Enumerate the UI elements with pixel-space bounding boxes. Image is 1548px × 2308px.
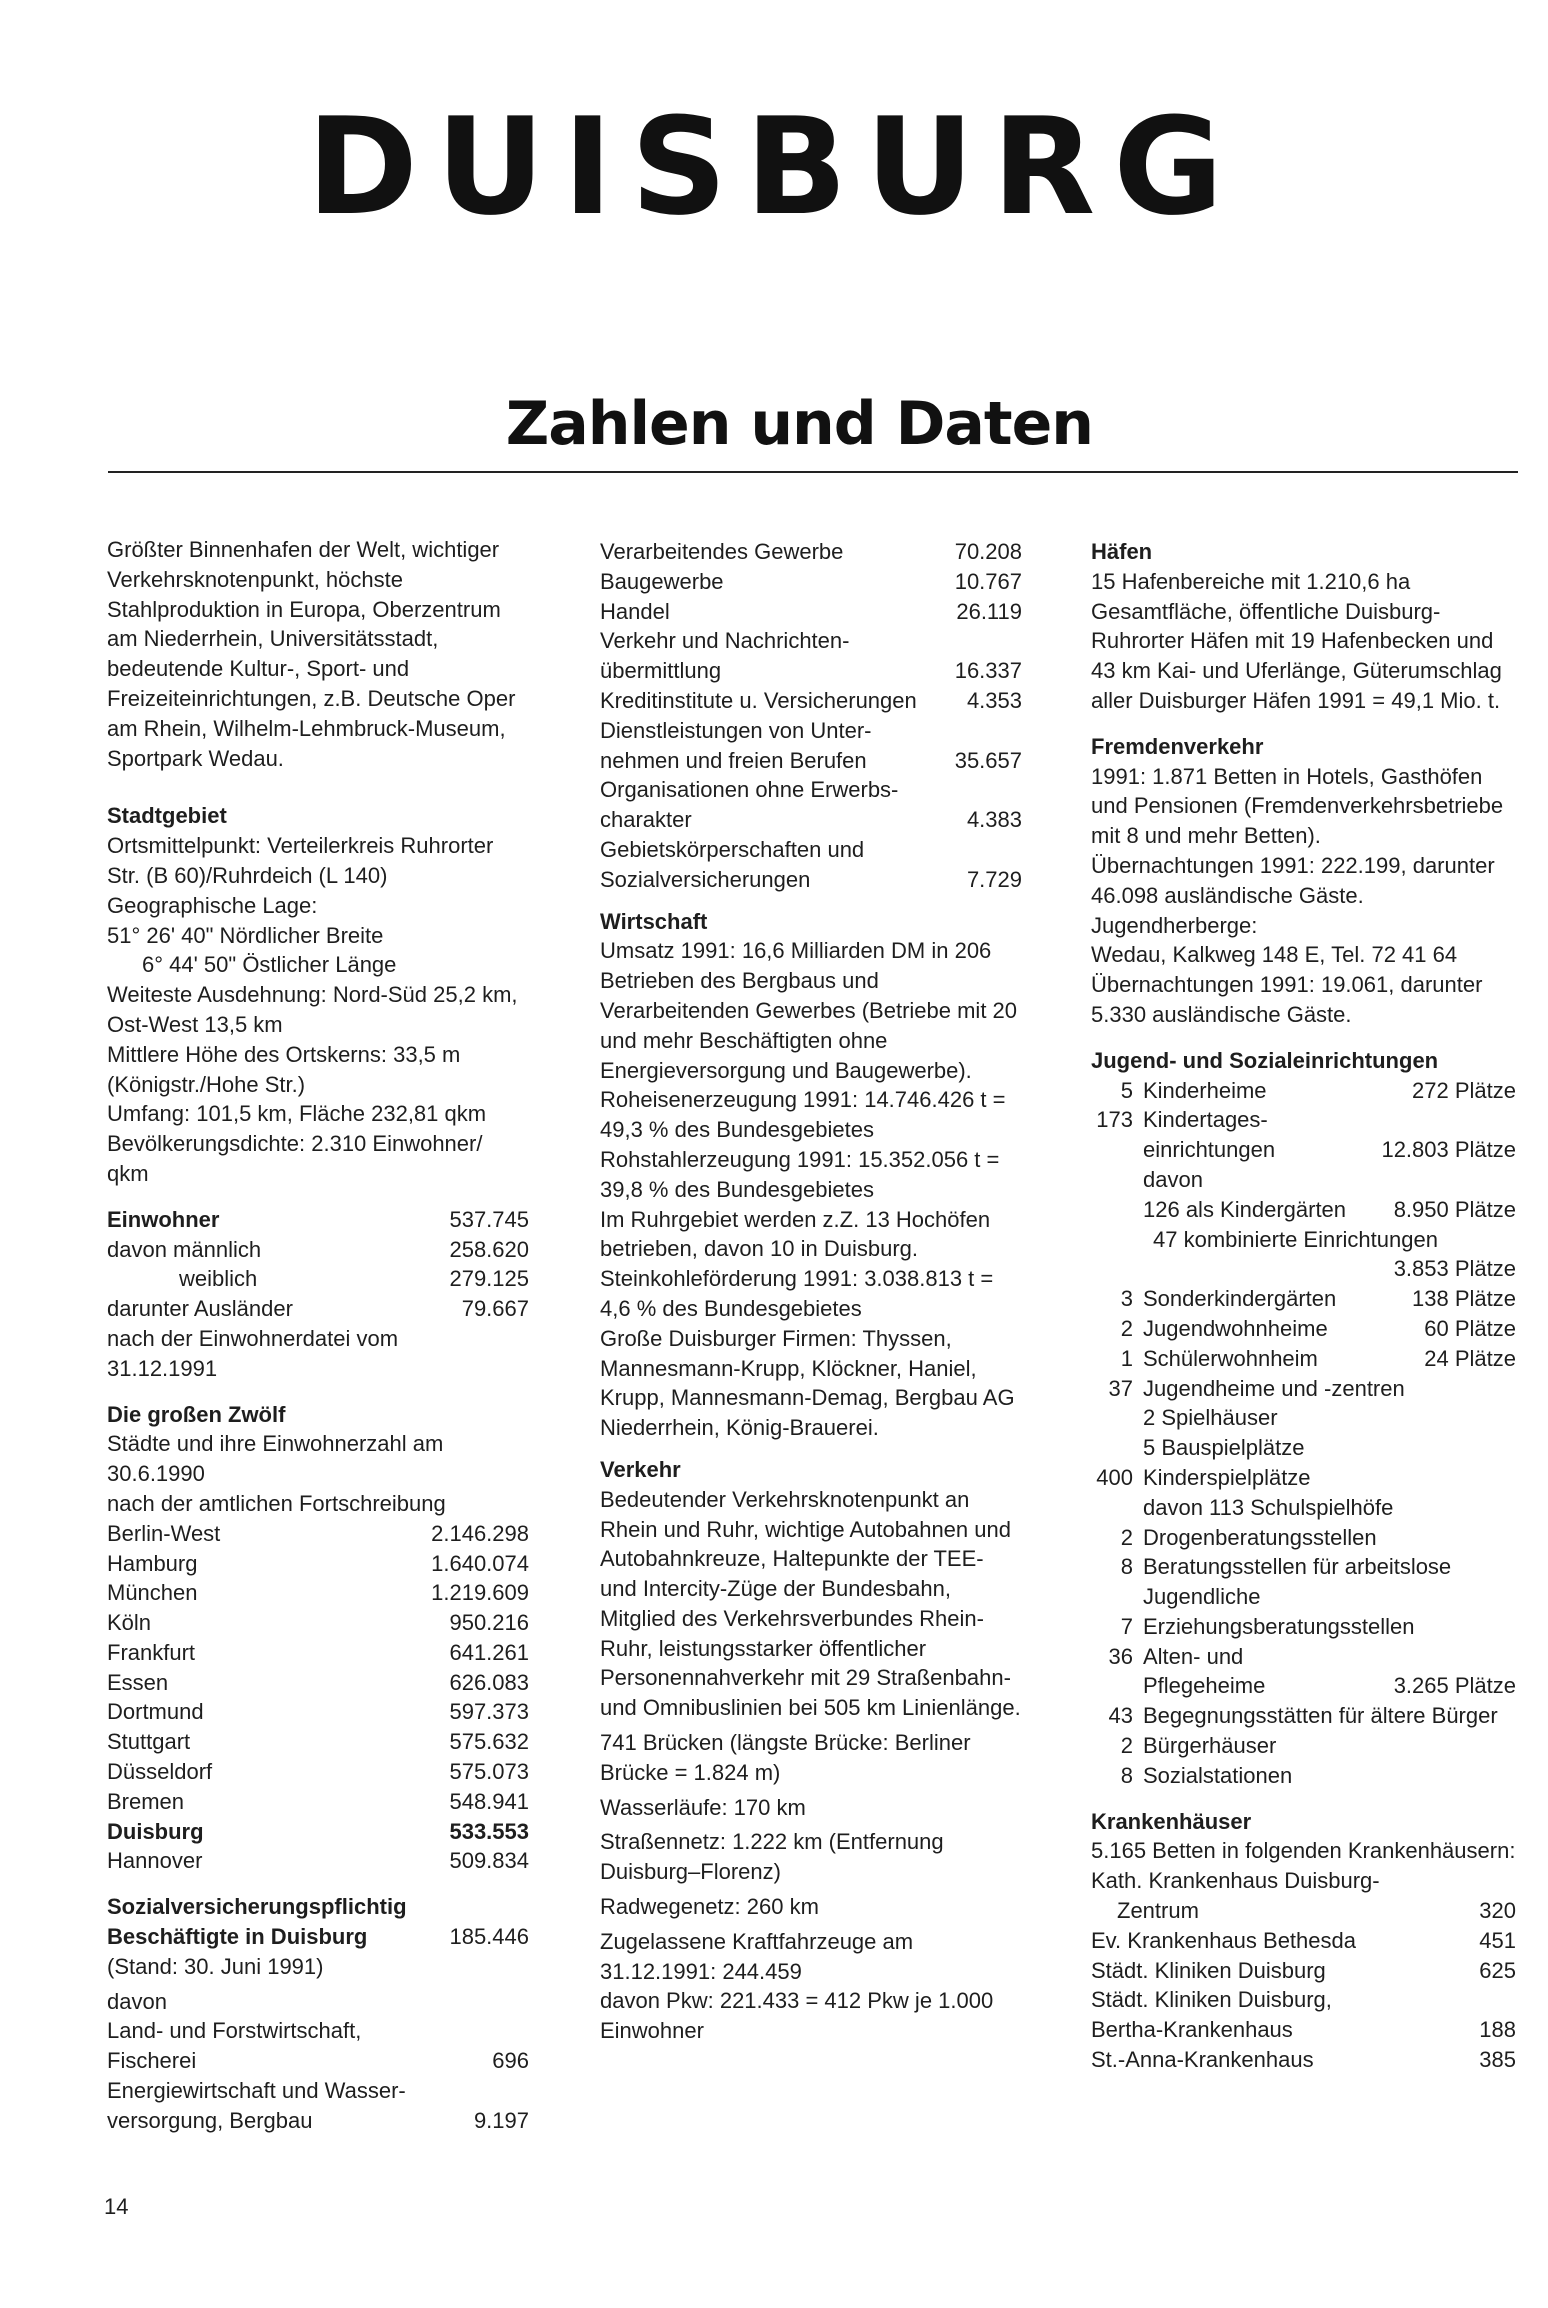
hospital-name: Städt. Kliniken Duisburg, bbox=[1091, 1987, 1332, 2013]
city-name: Stuttgart bbox=[107, 1729, 191, 1755]
sector-label: charakter bbox=[600, 807, 692, 833]
city-row bbox=[107, 1727, 529, 1757]
inst-value: 138 Plätze bbox=[1412, 1286, 1516, 1312]
city-name: Duisburg bbox=[107, 1818, 204, 1844]
city-row bbox=[107, 1608, 529, 1638]
inst-value: 60 Plätze bbox=[1424, 1315, 1516, 1341]
inst-count: 1 bbox=[1120, 1345, 1133, 1371]
sector-row bbox=[600, 865, 1022, 895]
inst-row bbox=[1091, 1701, 1516, 1731]
city-name: Bremen bbox=[107, 1788, 185, 1814]
hospital-beds: 451 bbox=[1479, 1927, 1516, 1953]
sector-row bbox=[600, 686, 1022, 716]
inst-label: Bürgerhäuser bbox=[1143, 1733, 1277, 1759]
hospital-row bbox=[1091, 1926, 1516, 1956]
weiblich-value: 279.125 bbox=[449, 1266, 529, 1292]
city-name: Düsseldorf bbox=[107, 1759, 213, 1785]
beschaeftigte-heading-1: Sozialversicherungspflichtig bbox=[107, 1894, 407, 1920]
inst-count: 43 bbox=[1108, 1703, 1133, 1729]
steinkohlefoerderung: Steinkohleförderung 1991: 3.038.813 t = 4,6 % des Bundesgebietes bbox=[600, 1266, 994, 1321]
inst-row bbox=[1091, 1671, 1516, 1701]
ausdehnung: Weiteste Ausdehnung: Nord-Süd 25,2 km, Ost-West 13,5 km bbox=[107, 982, 518, 1037]
auslaender-value: 79.667 bbox=[461, 1296, 529, 1322]
sector-label: Organisationen ohne Erwerbs- bbox=[600, 777, 899, 803]
ortsmittelpunkt: Ortsmittelpunkt: Verteilerkreis Ruhrorter Str. (B 60)/Ruhrdeich (L 140) bbox=[107, 833, 494, 888]
sector-value: 10.767 bbox=[954, 568, 1022, 594]
title-rule bbox=[108, 471, 1518, 473]
city-value: 641.261 bbox=[449, 1639, 529, 1665]
inst-value: 24 Plätze bbox=[1424, 1345, 1516, 1371]
pkw: davon Pkw: 221.433 = 412 Pkw je 1.000 Einwohner bbox=[600, 1988, 994, 2044]
hospital-beds: 320 bbox=[1479, 1898, 1516, 1924]
inst-value: 12.803 Plätze bbox=[1381, 1137, 1516, 1163]
city-row bbox=[107, 1519, 529, 1549]
krankenhaeuser-intro: 5.165 Betten in folgenden Krankenhäusern: bbox=[1091, 1838, 1516, 1864]
inst-row bbox=[1091, 1731, 1516, 1761]
energie-value: 9.197 bbox=[473, 2107, 529, 2133]
einwohner-row bbox=[107, 1205, 529, 1235]
city-row bbox=[107, 1697, 529, 1727]
city-name: München bbox=[107, 1580, 198, 1606]
city-value: 575.632 bbox=[449, 1729, 529, 1755]
einwohner-maennlich-row bbox=[107, 1235, 529, 1265]
hospital-row bbox=[1091, 2045, 1516, 2075]
city-row bbox=[107, 1578, 529, 1608]
inst-label: davon 113 Schulspielhöfe bbox=[1143, 1494, 1394, 1520]
city-row bbox=[107, 1668, 529, 1698]
inst-value: 3.853 Plätze bbox=[1393, 1256, 1516, 1282]
inst-row bbox=[1091, 1642, 1516, 1672]
hochoefen: Im Ruhrgebiet werden z.Z. 13 Hochöfen betrieben, davon 10 in Duisburg. bbox=[600, 1206, 991, 1262]
hospital-name: St.-Anna-Krankenhaus bbox=[1091, 2047, 1314, 2073]
sector-label: Handel bbox=[600, 598, 670, 624]
jugendherberge-label: Jugendherberge: bbox=[1091, 912, 1258, 938]
inst-label: Pflegeheime bbox=[1143, 1673, 1266, 1699]
bevoelkerungsdichte: Bevölkerungsdichte: 2.310 Einwohner/ qkm bbox=[107, 1131, 483, 1186]
landwirtschaft-label-2: Fischerei bbox=[107, 2048, 197, 2074]
inst-row bbox=[1091, 1284, 1516, 1314]
city-name: Berlin-West bbox=[107, 1520, 221, 1546]
kraftfahrzeuge: Zugelassene Kraftfahrzeuge am 31.12.1991: 244.459 bbox=[600, 1928, 914, 1984]
beschaeftigte-stand: (Stand: 30. Juni 1991) bbox=[107, 1953, 324, 1979]
city-name: Köln bbox=[107, 1610, 152, 1636]
page-number: 14 bbox=[104, 2194, 129, 2219]
inst-count: 2 bbox=[1120, 1524, 1133, 1550]
city-row bbox=[107, 1846, 529, 1876]
jugend-heading: Jugend- und Sozialeinrichtungen bbox=[1091, 1047, 1439, 1073]
lage-breite: 51° 26' 40" Nördlicher Breite bbox=[107, 922, 384, 948]
strassennetz: Straßennetz: 1.222 km (Entfernung Duisburg–Florenz) bbox=[600, 1829, 944, 1885]
sector-label: Verarbeitendes Gewerbe bbox=[600, 539, 844, 564]
sector-value: 26.119 bbox=[956, 598, 1022, 624]
stadtgebiet-heading: Stadtgebiet bbox=[107, 803, 227, 829]
hospital-row bbox=[1091, 2015, 1516, 2045]
inst-row bbox=[1091, 1135, 1516, 1165]
fremdenverkehr-uebernachtungen: Übernachtungen 1991: 222.199, darunter 46.098 ausländische Gäste. bbox=[1091, 852, 1495, 908]
sector-row bbox=[600, 597, 1022, 627]
inst-row bbox=[1091, 1463, 1516, 1493]
inst-count: 37 bbox=[1108, 1375, 1133, 1401]
column-1 bbox=[107, 535, 529, 2136]
energie-row bbox=[107, 2106, 529, 2136]
inst-label: Schülerwohnheim bbox=[1143, 1345, 1318, 1371]
energie-label-1: Energiewirtschaft und Wasser- bbox=[107, 2078, 406, 2104]
inst-label: Erziehungsberatungsstellen bbox=[1143, 1613, 1415, 1639]
sector-label: nehmen und freien Berufen bbox=[600, 747, 867, 773]
city-value: 597.373 bbox=[449, 1699, 529, 1725]
inst-row bbox=[1091, 1195, 1516, 1225]
city-list bbox=[107, 1519, 529, 1877]
grosse-firmen: Große Duisburger Firmen: Thyssen, Mannesmann-Krupp, Klöckner, Haniel, Krupp, Mannesmann-Demag, Bergbau AG Niederrhein, König-Brauerei. bbox=[600, 1325, 1015, 1441]
inst-count: 3 bbox=[1120, 1286, 1133, 1312]
inst-label: Kinderheime bbox=[1143, 1077, 1267, 1103]
ortskern-hoehe: Mittlere Höhe des Ortskerns: 33,5 m (Königstr./Hohe Str.) bbox=[107, 1041, 461, 1097]
wirtschaft-heading: Wirtschaft bbox=[600, 908, 708, 934]
city-name: Hannover bbox=[107, 1848, 203, 1874]
inst-count: 7 bbox=[1120, 1613, 1133, 1639]
landwirtschaft-label-1: Land- und Forstwirtschaft, bbox=[107, 2018, 362, 2044]
inst-count: 36 bbox=[1108, 1643, 1133, 1669]
sector-row bbox=[600, 656, 1022, 686]
wirtschaft-umsatz: Umsatz 1991: 16,6 Milliarden DM in 206 Betrieben des Bergbaus und Verarbeitenden Gewerbes (Betriebe mit 20 und mehr Beschäftigten ohne Energieversorgung und Baugewerbe). bbox=[600, 938, 1018, 1083]
inst-label: Beratungsstellen für arbeitslose Jugendliche bbox=[1143, 1554, 1452, 1610]
inst-label: 126 als Kindergärten bbox=[1143, 1196, 1347, 1222]
page-subtitle: Zahlen und Daten bbox=[505, 389, 1093, 459]
hospital-beds: 625 bbox=[1479, 1957, 1516, 1983]
beschaeftigte-heading-row bbox=[107, 1922, 529, 1952]
hospital-name: Bertha-Krankenhaus bbox=[1091, 2017, 1293, 2043]
jugendherberge-text: Wedau, Kalkweg 148 E, Tel. 72 41 64 Übernachtungen 1991: 19.061, darunter 5.330 ausländische Gäste. bbox=[1091, 942, 1483, 1027]
verkehr-text: Bedeutender Verkehrsknotenpunkt an Rhein und Ruhr, wichtige Autobahnen und Autobahnkreuze, Haltepunkte der TEE- und Intercity-Züge der Bundesbahn, Mitglied des Verkehrsverbundes Rhein-Ruhr, leistungsstarker öffentlicher Personennahverkehr mit 29 Straßenbahn- und Omnibuslinien bei 505 km Linienlänge. bbox=[600, 1486, 1021, 1721]
radwegenetz: Radwegenetz: 260 km bbox=[600, 1894, 819, 1920]
sector-row bbox=[600, 746, 1022, 776]
inst-label: Jugendwohnheime bbox=[1143, 1315, 1328, 1341]
inst-row bbox=[1091, 1076, 1516, 1106]
sector-value: 70.208 bbox=[954, 539, 1022, 564]
inst-row bbox=[1091, 1374, 1516, 1404]
city-value: 548.941 bbox=[449, 1788, 529, 1814]
inst-row bbox=[1091, 1612, 1516, 1642]
beschaeftigte-heading-2: Beschäftigte in Duisburg bbox=[107, 1924, 368, 1950]
hospital-row bbox=[1091, 1896, 1516, 1926]
city-name: Hamburg bbox=[107, 1550, 198, 1576]
sector-label: Kreditinstitute u. Versicherungen bbox=[600, 687, 917, 713]
maennlich-label: davon männlich bbox=[107, 1236, 262, 1262]
landwirtschaft-value: 696 bbox=[492, 2048, 529, 2074]
hospital-beds: 385 bbox=[1479, 2047, 1516, 2073]
city-value: 509.834 bbox=[449, 1848, 529, 1874]
city-row bbox=[107, 1638, 529, 1668]
inst-row bbox=[1091, 1314, 1516, 1344]
sector-row bbox=[600, 567, 1022, 597]
sector-value: 4.383 bbox=[966, 807, 1022, 833]
inst-label: 47 kombinierte Einrichtungen bbox=[1153, 1226, 1438, 1252]
beschaeftigte-davon: davon bbox=[107, 1988, 167, 2014]
sector-value: 16.337 bbox=[954, 658, 1022, 684]
zwoelf-note-1: Städte und ihre Einwohnerzahl am 30.6.1990 bbox=[107, 1431, 444, 1487]
bruecken: 741 Brücken (längste Brücke: Berliner Brücke = 1.824 m) bbox=[600, 1730, 971, 1785]
sector-label: Verkehr und Nachrichten- bbox=[600, 628, 850, 654]
inst-count: 400 bbox=[1096, 1464, 1133, 1490]
sector-row bbox=[600, 537, 1022, 567]
sector-value: 7.729 bbox=[966, 866, 1022, 892]
lage-laenge: 6° 44' 50" Östlicher Länge bbox=[142, 952, 397, 978]
inst-label: 2 Spielhäuser bbox=[1143, 1405, 1278, 1431]
city-value: 1.219.609 bbox=[431, 1580, 529, 1606]
sector-label: übermittlung bbox=[600, 658, 722, 684]
city-name: Frankfurt bbox=[107, 1639, 196, 1665]
city-name: Essen bbox=[107, 1669, 169, 1695]
inst-row bbox=[1091, 1523, 1516, 1553]
haefen-text: 15 Hafenbereiche mit 1.210,6 ha Gesamtfläche, öffentliche Duisburg-Ruhrorter Häfen mit 19 Hafenbecken und 43 km Kai- und Uferlänge, Güterumschlag aller Duisburger Häfen 1991 = 49,1 Mio. t. bbox=[1091, 568, 1502, 713]
umfang: Umfang: 101,5 km, Fläche 232,81 qkm bbox=[107, 1101, 487, 1127]
einwohner-auslaender-row bbox=[107, 1294, 529, 1324]
inst-count: 5 bbox=[1120, 1077, 1133, 1103]
zwoelf-heading: Die großen Zwölf bbox=[107, 1401, 286, 1427]
sector-value: 4.353 bbox=[966, 687, 1022, 713]
inst-label: Kinderspielplätze bbox=[1143, 1464, 1311, 1490]
roheisenerzeugung: Roheisenerzeugung 1991: 14.746.426 t = 49,3 % des Bundesgebietes bbox=[600, 1087, 1006, 1143]
inst-label: Jugendheime und -zentren bbox=[1143, 1375, 1405, 1401]
inst-row bbox=[1091, 1761, 1516, 1791]
fremdenverkehr-heading: Fremdenverkehr bbox=[1091, 733, 1264, 759]
sector-label: Sozialversicherungen bbox=[600, 866, 811, 892]
city-value: 1.640.074 bbox=[431, 1550, 529, 1576]
einwohner-weiblich-row bbox=[107, 1264, 529, 1294]
inst-label: Sozialstationen bbox=[1143, 1762, 1293, 1788]
fremdenverkehr-betten: 1991: 1.871 Betten in Hotels, Gasthöfen und Pensionen (Fremdenverkehrsbetriebe mit 8 und mehr Betten). bbox=[1091, 763, 1504, 849]
inst-row bbox=[1091, 1552, 1516, 1612]
hospital-name: Kath. Krankenhaus Duisburg- bbox=[1091, 1868, 1380, 1894]
column-3 bbox=[1091, 537, 1516, 2075]
rohstahlerzeugung: Rohstahlerzeugung 1991: 15.352.056 t = 39,8 % des Bundesgebietes bbox=[600, 1146, 1000, 1202]
inst-value: 8.950 Plätze bbox=[1393, 1196, 1516, 1222]
einwohner-heading: Einwohner bbox=[107, 1206, 220, 1232]
beschaeftigte-total: 185.446 bbox=[449, 1924, 529, 1950]
haefen-heading: Häfen bbox=[1091, 539, 1153, 564]
city-row bbox=[107, 1787, 529, 1817]
inst-count: 8 bbox=[1120, 1554, 1133, 1580]
column-2 bbox=[600, 537, 1022, 2046]
inst-count: 8 bbox=[1120, 1762, 1133, 1788]
inst-label: Begegnungsstätten für ältere Bürger bbox=[1143, 1703, 1498, 1729]
city-value: 533.553 bbox=[449, 1818, 529, 1844]
hospital-row bbox=[1091, 1956, 1516, 1986]
lage-label: Geographische Lage: bbox=[107, 892, 318, 918]
inst-row bbox=[1091, 1105, 1516, 1135]
city-name: Dortmund bbox=[107, 1699, 204, 1725]
inst-label: Alten- und bbox=[1143, 1643, 1244, 1669]
inst-count: 2 bbox=[1120, 1733, 1133, 1759]
sector-value: 35.657 bbox=[954, 747, 1022, 773]
weiblich-label: weiblich bbox=[179, 1266, 258, 1292]
sector-row bbox=[600, 805, 1022, 835]
landwirtschaft-row bbox=[107, 2046, 529, 2076]
city-value: 626.083 bbox=[449, 1669, 529, 1695]
city-row-duisburg bbox=[107, 1817, 529, 1847]
city-value: 2.146.298 bbox=[431, 1520, 529, 1546]
krankenhaeuser-heading: Krankenhäuser bbox=[1091, 1808, 1252, 1834]
inst-label: einrichtungen bbox=[1143, 1137, 1276, 1163]
maennlich-value: 258.620 bbox=[449, 1236, 529, 1262]
inst-label: Kindertages- bbox=[1143, 1107, 1268, 1133]
inst-label: Sonderkindergärten bbox=[1143, 1286, 1337, 1312]
inst-value: 272 Plätze bbox=[1412, 1077, 1516, 1103]
inst-count: 2 bbox=[1120, 1315, 1133, 1341]
inst-row bbox=[1091, 1254, 1516, 1284]
energie-label-2: versorgung, Bergbau bbox=[107, 2107, 313, 2133]
city-row bbox=[107, 1757, 529, 1787]
intro-text: Größter Binnenhafen der Welt, wichtiger Verkehrsknotenpunkt, höchste Stahlproduktion in Europa, Oberzentrum am Niederrhein, Universitätsstadt, bedeutende Kultur-, Sport- und Freizeiteinrichtungen, z.B. Deutsche Oper am Rhein, Wilhelm-Lehmbruck-Museum, Sportpark Wedau. bbox=[107, 537, 516, 771]
sector-label: Dienstleistungen von Unter- bbox=[600, 717, 872, 743]
inst-count: 173 bbox=[1096, 1107, 1133, 1133]
verkehr-heading: Verkehr bbox=[600, 1456, 681, 1482]
hospital-beds: 188 bbox=[1479, 2017, 1516, 2043]
davon-label: davon bbox=[1143, 1166, 1203, 1192]
wasserlaeufe: Wasserläufe: 170 km bbox=[600, 1794, 806, 1820]
city-value: 950.216 bbox=[449, 1610, 529, 1636]
hospital-name: Zentrum bbox=[1117, 1898, 1199, 1924]
hospital-name: Städt. Kliniken Duisburg bbox=[1091, 1957, 1326, 1983]
sector-label: Baugewerbe bbox=[600, 568, 724, 594]
city-row bbox=[107, 1549, 529, 1579]
page-title: DUISBURG bbox=[306, 89, 1242, 245]
inst-label: 5 Bauspielplätze bbox=[1143, 1435, 1305, 1461]
zwoelf-note-2: nach der amtlichen Fortschreibung bbox=[107, 1490, 446, 1516]
city-value: 575.073 bbox=[449, 1759, 529, 1785]
einwohner-note: nach der Einwohnerdatei vom 31.12.1991 bbox=[107, 1325, 399, 1381]
inst-label: Drogenberatungsstellen bbox=[1143, 1524, 1377, 1550]
einwohner-total: 537.745 bbox=[449, 1206, 529, 1232]
inst-row bbox=[1091, 1344, 1516, 1374]
auslaender-label: darunter Ausländer bbox=[107, 1296, 293, 1322]
inst-value: 3.265 Plätze bbox=[1393, 1673, 1516, 1699]
sector-label: Gebietskörperschaften und bbox=[600, 836, 865, 862]
hospital-name: Ev. Krankenhaus Bethesda bbox=[1091, 1927, 1356, 1953]
